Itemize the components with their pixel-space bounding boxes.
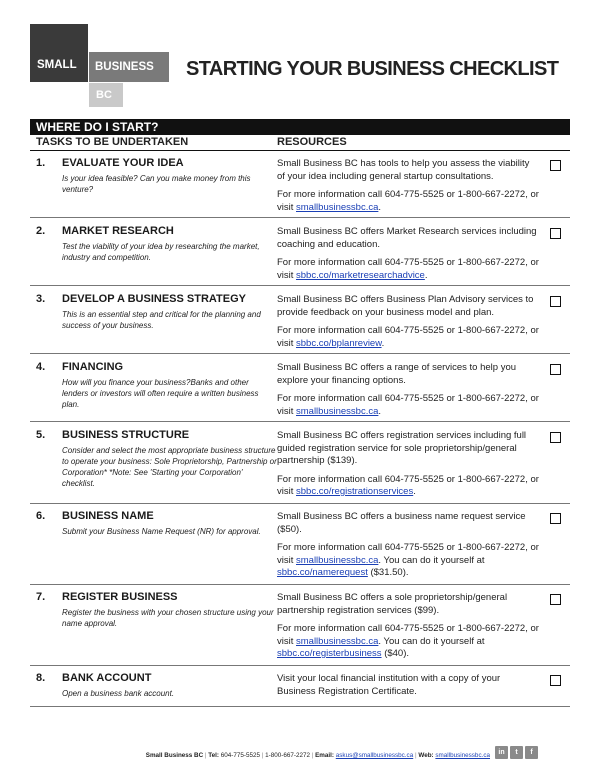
resource-contact — [277, 542, 539, 580]
resource-text — [277, 158, 539, 214]
resource-contact — [277, 257, 539, 282]
resource-contact — [277, 623, 539, 661]
contact-text-end: . — [378, 405, 382, 417]
resource-description: Small Business BC offers Business Plan Advisory services to provide feedback on your business model and plan. — [277, 294, 534, 318]
resource-text — [277, 362, 539, 418]
row-divider — [30, 285, 570, 286]
contact-text-end: . — [424, 269, 428, 281]
footer-web-label: Web: — [418, 752, 434, 759]
task-description: How will you finance your business?Banks and other lenders or investors will often require a written business plan. — [62, 378, 259, 409]
contact-text: For more information call 604-775-5525 or 1-800-667-2272, or visit — [277, 542, 539, 566]
task-description: Test the viability of your idea by researching the market, industry and competition. — [62, 242, 260, 262]
contact-text-mid: . You can do it yourself at — [378, 635, 485, 647]
resource-text — [277, 294, 539, 350]
task-description: Submit your Business Name Request (NR) for approval. — [62, 527, 261, 536]
task-title: BANK ACCOUNT — [62, 672, 152, 684]
header-divider — [30, 150, 570, 151]
footer-org: Small Business BC — [145, 752, 204, 759]
checkbox[interactable] — [550, 513, 561, 524]
logo-small-block — [30, 24, 88, 82]
row-divider — [30, 217, 570, 218]
footer-tel-tollfree: 1-800-667-2272 — [265, 752, 310, 759]
resource-description: Small Business BC offers a business name request service ($50). — [277, 511, 526, 535]
resource-link[interactable]: sbbc.co/bplanreview — [296, 337, 382, 349]
footer-tel: 604-775-5525 — [220, 752, 260, 759]
checkbox[interactable] — [550, 594, 561, 605]
contact-text-end: . — [413, 486, 416, 497]
task-description: Open a business bank account. — [62, 689, 175, 698]
logo-business-text: BUSINESS — [95, 61, 154, 73]
contact-text-mid: . You can do it yourself at — [378, 554, 485, 566]
task-title: MARKET RESEARCH — [62, 225, 174, 237]
task-description: Register the business with your chosen structure using your name approval. — [62, 608, 274, 628]
row-divider — [30, 665, 570, 666]
resource-description: Small Business BC offers Market Research services including coaching and education. — [277, 226, 537, 250]
section-header: WHERE DO I START? — [30, 119, 570, 135]
task-title: BUSINESS NAME — [62, 510, 154, 522]
resource-contact — [277, 325, 539, 350]
resource-description: Small Business BC offers a sole proprietorship/general partnership registration services ($99). — [277, 592, 508, 616]
row-number: 6. — [36, 510, 46, 522]
resource-link[interactable]: sbbc.co/marketresearchadvice — [296, 269, 425, 281]
task-description: Consider and select the most appropriate business structure to operate your business: Sole Proprietorship, Partnership or Corporation* *Note: See 'Starting your Corporation' checklist. — [62, 446, 277, 488]
contact-text: For more information call 604-775-5525 or 1-800-667-2272, or visit — [277, 623, 539, 647]
task-description: This is an essential step and critical for the planning and success of your business. — [62, 310, 261, 330]
task-title: EVALUATE YOUR IDEA — [62, 157, 184, 169]
row-number: 8. — [36, 672, 46, 684]
resource-text — [277, 226, 539, 282]
contact-text-end: . — [378, 201, 382, 213]
footer-email-label: Email: — [315, 752, 335, 759]
resource-link[interactable]: smallbusinessbc.ca — [296, 405, 379, 417]
resource-text — [277, 673, 539, 698]
task-title: BUSINESS STRUCTURE — [62, 429, 190, 441]
contact-text: For more information call 604-775-5525 or 1-800-667-2272, or visit — [277, 393, 539, 417]
row-divider — [30, 421, 570, 422]
task-title: FINANCING — [62, 361, 124, 373]
resource-link[interactable]: sbbc.co/registrationservices — [296, 486, 414, 497]
resource-contact — [277, 474, 539, 499]
resource-link-secondary[interactable]: sbbc.co/namerequest — [277, 567, 368, 578]
resource-link[interactable]: smallbusinessbc.ca — [296, 635, 379, 647]
footer-web-link[interactable]: smallbusinessbc.ca — [435, 752, 490, 759]
checkbox[interactable] — [550, 675, 561, 686]
row-divider — [30, 706, 570, 707]
footer: Small Business BC | Tel: 604-775-5525 | 1-800-667-2272 | Email: askus@smallbusinessbc.ca | Web: smallbusinessbc.ca — [145, 752, 490, 759]
resource-link[interactable]: smallbusinessbc.ca — [296, 554, 379, 566]
resource-description: Visit your local financial institution with a copy of your Business Registration Certificate. — [277, 673, 501, 697]
contact-text: For more information call 604-775-5525 or 1-800-667-2272, or visit — [277, 473, 539, 497]
task-description: Is your idea feasible? Can you make money from this venture? — [62, 174, 251, 194]
row-divider — [30, 353, 570, 354]
task-title: DEVELOP A BUSINESS STRATEGY — [62, 293, 246, 305]
footer-tel-label: Tel: — [208, 752, 220, 759]
resource-link[interactable]: smallbusinessbc.ca — [296, 201, 379, 213]
checkbox[interactable] — [550, 432, 561, 443]
contact-text-end: ($31.50). — [367, 567, 409, 578]
checkbox[interactable] — [550, 364, 561, 375]
contact-text: For more information call 604-775-5525 or 1-800-667-2272, or visit — [277, 325, 539, 349]
resource-description: Small Business BC offers a range of services to help you explore your financing options. — [277, 362, 517, 386]
row-number: 7. — [36, 591, 46, 603]
checkbox[interactable] — [550, 160, 561, 171]
resource-text — [277, 592, 539, 661]
facebook-icon[interactable]: f — [525, 746, 538, 759]
checkbox[interactable] — [550, 296, 561, 307]
linkedin-icon[interactable]: in — [495, 746, 508, 759]
resource-contact — [277, 189, 539, 214]
resources-column-header: RESOURCES — [277, 136, 347, 148]
resource-description: Small Business BC has tools to help you assess the viability of your idea including general startup consultations. — [277, 158, 530, 182]
resource-link-secondary[interactable]: sbbc.co/registerbusiness — [277, 648, 382, 659]
logo-bc-block — [89, 83, 123, 107]
task-title: REGISTER BUSINESS — [62, 591, 178, 603]
page-title: STARTING YOUR BUSINESS CHECKLIST — [186, 58, 559, 80]
row-number: 5. — [36, 429, 46, 441]
row-number: 2. — [36, 225, 46, 237]
twitter-icon[interactable]: t — [510, 746, 523, 759]
contact-text-end: ($40). — [381, 648, 410, 659]
contact-text: For more information call 604-775-5525 or 1-800-667-2272, or visit — [277, 257, 539, 281]
footer-email-link[interactable]: askus@smallbusinessbc.ca — [335, 752, 414, 759]
tasks-column-header: TASKS TO BE UNDERTAKEN — [36, 136, 189, 148]
contact-text-end: . — [381, 337, 385, 349]
row-number: 1. — [36, 157, 46, 169]
row-number: 3. — [36, 293, 46, 305]
resource-text — [277, 511, 539, 580]
resource-contact — [277, 393, 539, 418]
logo-business-block — [89, 52, 169, 82]
row-divider — [30, 584, 570, 585]
row-number: 4. — [36, 361, 46, 373]
logo-small-text: SMALL — [37, 59, 77, 71]
checkbox[interactable] — [550, 228, 561, 239]
resource-text — [277, 430, 539, 499]
logo-bc-text: BC — [96, 89, 112, 101]
contact-text: For more information call 604-775-5525 or 1-800-667-2272, or visit — [277, 189, 539, 213]
resource-description: Small Business BC offers registration services including full guided registration service for sole proprietorship/general partnership ($139). — [277, 430, 527, 466]
row-divider — [30, 503, 570, 504]
